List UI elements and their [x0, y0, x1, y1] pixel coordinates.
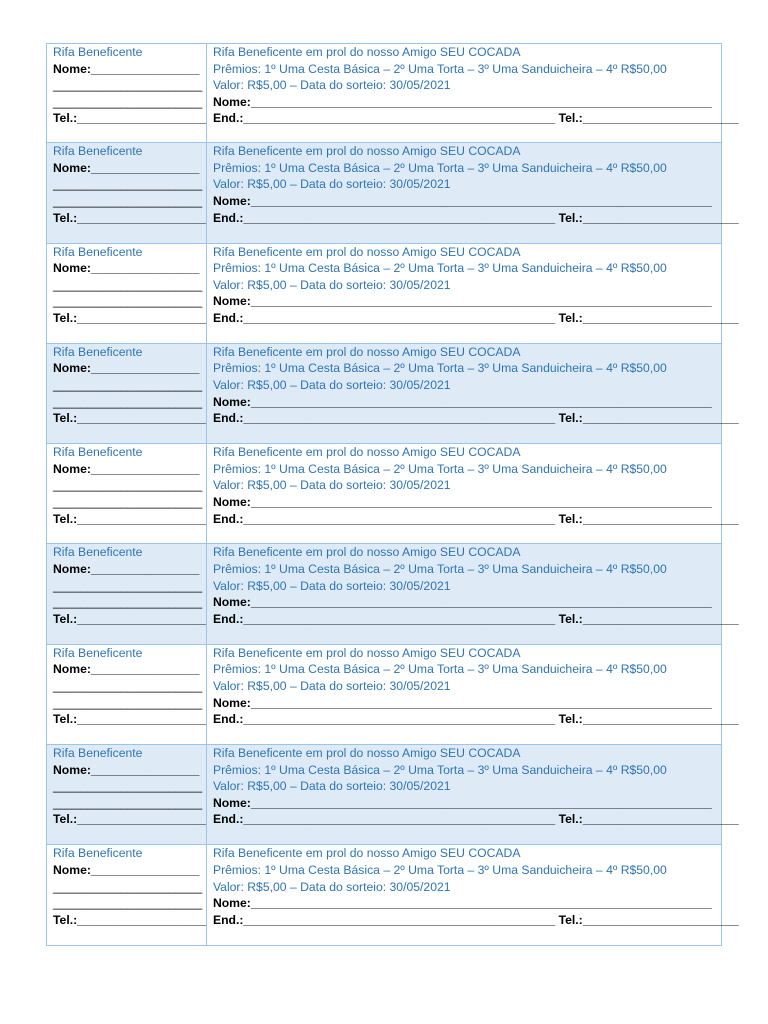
ticket-phone-field[interactable]: Tel.:_______________________ [558, 411, 739, 426]
stub-blank-line-1[interactable]: ______________________ [53, 378, 203, 393]
ticket-title: Rifa Beneficente em prol do nosso Amigo SEU COCADA [212, 344, 521, 359]
ticket-name-field[interactable]: Nome:____________________________________________________________________ [212, 795, 712, 810]
stub-name-field[interactable]: Nome:________________ [53, 461, 200, 476]
stub-phone-field[interactable]: Tel.:___________________ [53, 411, 206, 426]
stub-phone-field[interactable]: Tel.:___________________ [53, 712, 206, 727]
ticket-address-phone-row [213, 110, 739, 127]
stub-phone-field[interactable]: Tel.:___________________ [53, 111, 206, 126]
raffle-ticket [46, 845, 739, 945]
ticket-phone-field[interactable]: Tel.:_______________________ [558, 611, 739, 626]
ticket-prizes: Prêmios: 1º Uma Cesta Básica – 2º Uma Torta – 3º Uma Sanduicheira – 4º R$50,00 [212, 261, 667, 276]
ticket-address-phone-row [213, 310, 739, 327]
raffle-ticket [46, 645, 739, 745]
stub-title: Rifa Beneficente [53, 244, 143, 259]
stub-phone-field[interactable]: Tel.:___________________ [53, 310, 206, 325]
ticket-main [207, 44, 739, 142]
stub-blank-line-1[interactable]: ______________________ [53, 779, 203, 794]
ticket-prizes: Prêmios: 1º Uma Cesta Básica – 2º Uma Torta – 3º Uma Sanduicheira – 4º R$50,00 [212, 862, 667, 877]
raffle-ticket [46, 244, 739, 344]
stub-blank-line-1[interactable]: ______________________ [53, 177, 203, 192]
ticket-address-field[interactable]: End.:______________________________________________ [212, 111, 556, 126]
ticket-main [207, 544, 739, 643]
ticket-phone-field[interactable]: Tel.:_______________________ [558, 210, 739, 225]
stub-blank-line-2[interactable]: ______________________ [53, 795, 203, 810]
ticket-address-phone-row [213, 912, 739, 929]
ticket-main [207, 444, 739, 543]
stub-phone-field[interactable]: Tel.:___________________ [53, 210, 206, 225]
ticket-prizes: Prêmios: 1º Uma Cesta Básica – 2º Uma Torta – 3º Uma Sanduicheira – 4º R$50,00 [212, 160, 667, 175]
ticket-phone-field[interactable]: Tel.:_______________________ [558, 812, 739, 827]
ticket-address-phone-row [213, 811, 739, 828]
ticket-address-field[interactable]: End.:______________________________________________ [212, 912, 556, 927]
stub-blank-line-2[interactable]: ______________________ [53, 695, 203, 710]
stub-blank-line-2[interactable]: ______________________ [53, 94, 203, 109]
stub-blank-line-2[interactable]: ______________________ [53, 595, 203, 610]
stub-blank-line-2[interactable]: ______________________ [53, 294, 203, 309]
ticket-title: Rifa Beneficente em prol do nosso Amigo SEU COCADA [212, 846, 521, 861]
ticket-price-date: Valor: R$5,00 – Data do sorteio: 30/05/2021 [212, 177, 451, 192]
ticket-name-field[interactable]: Nome:____________________________________________________________________ [212, 94, 712, 109]
ticket-phone-field[interactable]: Tel.:_______________________ [558, 511, 739, 526]
ticket-address-field[interactable]: End.:______________________________________________ [212, 611, 556, 626]
ticket-name-field[interactable]: Nome:____________________________________________________________________ [212, 494, 712, 509]
stub-blank-line-2[interactable]: ______________________ [53, 394, 203, 409]
stub-title: Rifa Beneficente [53, 545, 143, 560]
stub-name-field[interactable]: Nome:________________ [53, 862, 200, 877]
stub-title: Rifa Beneficente [53, 445, 143, 460]
ticket-stub [47, 845, 207, 944]
ticket-price-date: Valor: R$5,00 – Data do sorteio: 30/05/2021 [212, 879, 451, 894]
ticket-price-date: Valor: R$5,00 – Data do sorteio: 30/05/2021 [212, 779, 451, 794]
raffle-ticket [46, 344, 739, 444]
ticket-title: Rifa Beneficente em prol do nosso Amigo SEU COCADA [212, 445, 521, 460]
raffle-ticket-sheet [46, 43, 739, 946]
stub-name-field[interactable]: Nome:________________ [53, 662, 200, 677]
ticket-prizes: Prêmios: 1º Uma Cesta Básica – 2º Uma Torta – 3º Uma Sanduicheira – 4º R$50,00 [212, 562, 667, 577]
ticket-stub [47, 544, 207, 643]
stub-phone-field[interactable]: Tel.:___________________ [53, 812, 206, 827]
stub-phone-field[interactable]: Tel.:___________________ [53, 912, 206, 927]
stub-title: Rifa Beneficente [53, 846, 143, 861]
ticket-name-field[interactable]: Nome:____________________________________________________________________ [212, 394, 712, 409]
stub-blank-line-1[interactable]: ______________________ [53, 478, 203, 493]
ticket-price-date: Valor: R$5,00 – Data do sorteio: 30/05/2021 [212, 678, 451, 693]
ticket-name-field[interactable]: Nome:____________________________________________________________________ [212, 194, 712, 209]
stub-title: Rifa Beneficente [53, 746, 143, 761]
ticket-prizes: Prêmios: 1º Uma Cesta Básica – 2º Uma Torta – 3º Uma Sanduicheira – 4º R$50,00 [212, 762, 667, 777]
ticket-stub [47, 44, 207, 142]
ticket-prizes: Prêmios: 1º Uma Cesta Básica – 2º Uma Torta – 3º Uma Sanduicheira – 4º R$50,00 [212, 61, 667, 76]
ticket-stub [47, 444, 207, 543]
ticket-address-phone-row [213, 611, 739, 628]
ticket-name-field[interactable]: Nome:____________________________________________________________________ [212, 695, 712, 710]
stub-name-field[interactable]: Nome:________________ [53, 160, 200, 175]
ticket-address-field[interactable]: End.:______________________________________________ [212, 210, 556, 225]
ticket-prizes: Prêmios: 1º Uma Cesta Básica – 2º Uma Torta – 3º Uma Sanduicheira – 4º R$50,00 [212, 662, 667, 677]
ticket-title: Rifa Beneficente em prol do nosso Amigo SEU COCADA [212, 645, 521, 660]
ticket-title: Rifa Beneficente em prol do nosso Amigo SEU COCADA [212, 746, 521, 761]
ticket-main [207, 344, 739, 443]
ticket-main [207, 745, 739, 844]
stub-blank-line-1[interactable]: ______________________ [53, 578, 203, 593]
ticket-name-field[interactable]: Nome:____________________________________________________________________ [212, 294, 712, 309]
ticket-title: Rifa Beneficente em prol do nosso Amigo SEU COCADA [212, 45, 521, 59]
ticket-name-field[interactable]: Nome:____________________________________________________________________ [212, 896, 712, 911]
ticket-main [207, 645, 739, 744]
stub-blank-line-2[interactable]: ______________________ [53, 194, 203, 209]
stub-title: Rifa Beneficente [53, 45, 143, 59]
ticket-main [207, 244, 739, 343]
stub-phone-field[interactable]: Tel.:___________________ [53, 511, 206, 526]
stub-blank-line-2[interactable]: ______________________ [53, 494, 203, 509]
ticket-stub [47, 645, 207, 744]
ticket-name-field[interactable]: Nome:____________________________________________________________________ [212, 595, 712, 610]
ticket-price-date: Valor: R$5,00 – Data do sorteio: 30/05/2021 [212, 478, 451, 493]
stub-title: Rifa Beneficente [53, 344, 143, 359]
raffle-ticket [46, 43, 739, 143]
ticket-address-phone-row [213, 410, 739, 427]
stub-title: Rifa Beneficente [53, 144, 143, 159]
stub-blank-line-2[interactable]: ______________________ [53, 896, 203, 911]
ticket-phone-field[interactable]: Tel.:_______________________ [558, 111, 739, 126]
ticket-prizes: Prêmios: 1º Uma Cesta Básica – 2º Uma Torta – 3º Uma Sanduicheira – 4º R$50,00 [212, 361, 667, 376]
raffle-ticket [46, 745, 739, 845]
stub-blank-line-1[interactable]: ______________________ [53, 277, 203, 292]
raffle-ticket [46, 143, 739, 243]
ticket-address-field[interactable]: End.:______________________________________________ [212, 310, 556, 325]
ticket-main [207, 845, 739, 944]
stub-phone-field[interactable]: Tel.:___________________ [53, 611, 206, 626]
ticket-phone-field[interactable]: Tel.:_______________________ [558, 712, 739, 727]
stub-blank-line-1[interactable]: ______________________ [53, 78, 203, 93]
stub-name-field[interactable]: Nome:________________ [53, 562, 200, 577]
ticket-address-phone-row [213, 210, 739, 227]
ticket-address-field[interactable]: End.:______________________________________________ [212, 812, 556, 827]
ticket-phone-field[interactable]: Tel.:_______________________ [558, 310, 739, 325]
stub-name-field[interactable]: Nome:________________ [53, 61, 200, 76]
ticket-address-field[interactable]: End.:______________________________________________ [212, 511, 556, 526]
stub-blank-line-1[interactable]: ______________________ [53, 678, 203, 693]
ticket-title: Rifa Beneficente em prol do nosso Amigo SEU COCADA [212, 244, 521, 259]
ticket-price-date: Valor: R$5,00 – Data do sorteio: 30/05/2021 [212, 277, 451, 292]
ticket-title: Rifa Beneficente em prol do nosso Amigo SEU COCADA [212, 144, 521, 159]
stub-name-field[interactable]: Nome:________________ [53, 762, 200, 777]
raffle-ticket [46, 544, 739, 644]
ticket-address-phone-row [213, 711, 739, 728]
stub-blank-line-1[interactable]: ______________________ [53, 879, 203, 894]
ticket-address-field[interactable]: End.:______________________________________________ [212, 411, 556, 426]
ticket-address-phone-row [213, 511, 739, 528]
ticket-price-date: Valor: R$5,00 – Data do sorteio: 30/05/2021 [212, 578, 451, 593]
ticket-address-field[interactable]: End.:______________________________________________ [212, 712, 556, 727]
ticket-stub [47, 244, 207, 343]
ticket-stub [47, 344, 207, 443]
ticket-phone-field[interactable]: Tel.:_______________________ [558, 912, 739, 927]
stub-name-field[interactable]: Nome:________________ [53, 361, 200, 376]
ticket-prizes: Prêmios: 1º Uma Cesta Básica – 2º Uma Torta – 3º Uma Sanduicheira – 4º R$50,00 [212, 461, 667, 476]
ticket-price-date: Valor: R$5,00 – Data do sorteio: 30/05/2021 [212, 78, 451, 93]
stub-title: Rifa Beneficente [53, 645, 143, 660]
ticket-stub [47, 143, 207, 242]
ticket-stub [47, 745, 207, 844]
ticket-price-date: Valor: R$5,00 – Data do sorteio: 30/05/2021 [212, 378, 451, 393]
ticket-main [207, 143, 739, 242]
stub-name-field[interactable]: Nome:________________ [53, 261, 200, 276]
ticket-title: Rifa Beneficente em prol do nosso Amigo SEU COCADA [212, 545, 521, 560]
raffle-ticket [46, 444, 739, 544]
